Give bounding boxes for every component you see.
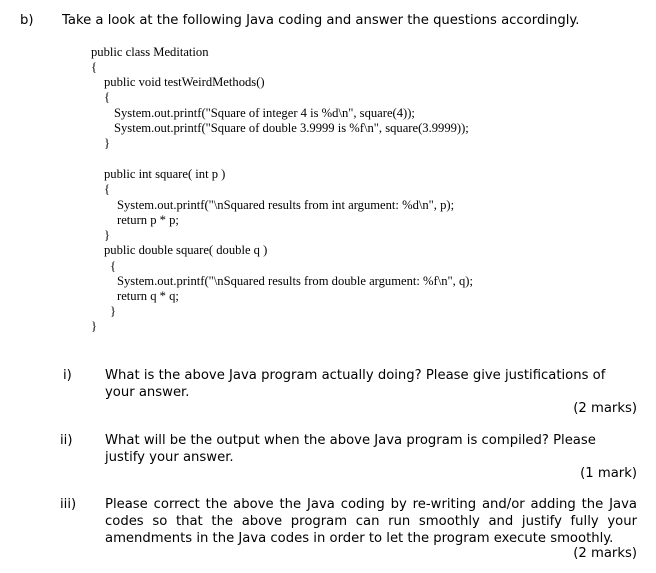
code-line: {: [104, 90, 111, 104]
code-line: System.out.printf("\nSquared results from int argument: %d\n", p);: [117, 198, 455, 212]
code-line: {: [104, 182, 111, 196]
code-line: }: [104, 228, 111, 242]
question-text: What is the above Java program actually doing? Please give justifications of your answer.: [105, 368, 606, 400]
code-line: {: [91, 60, 98, 74]
question-marks: (2 marks): [573, 546, 637, 561]
code-line: System.out.printf("\nSquared results from double argument: %f\n", q);: [117, 274, 473, 288]
code-line: public class Meditation: [91, 45, 209, 59]
code-line: public int square( int p ): [104, 167, 226, 181]
code-line: }: [104, 136, 111, 150]
question-text: Please correct the above the Java coding by re-writing and/or adding the Java codes so that the above program can run smoothly and justify fully your amendments in the Java codes in order to let the program execute smoothly.: [105, 497, 637, 546]
question-label: i): [63, 368, 72, 383]
code-line: public double square( double q ): [104, 243, 268, 257]
question-marks: (2 marks): [573, 401, 637, 416]
code-line: return p * p;: [117, 213, 179, 227]
code-line: System.out.printf("Square of integer 4 is %d\n", square(4));: [114, 106, 415, 120]
code-line: {: [110, 259, 117, 273]
code-line: return q * q;: [117, 289, 179, 303]
question-label: iii): [60, 497, 77, 512]
code-line: }: [110, 304, 117, 318]
code-line: System.out.printf("Square of double 3.9999 is %f\n", square(3.9999));: [114, 121, 469, 135]
question-marks: (1 mark): [580, 466, 637, 481]
section-label: b): [20, 13, 34, 28]
question-text: What will be the output when the above Java program is compiled? Please justify your answer.: [105, 433, 596, 465]
code-line: public void testWeirdMethods(): [104, 75, 265, 89]
section-instruction: Take a look at the following Java coding and answer the questions accordingly.: [62, 13, 580, 28]
code-line: }: [91, 319, 98, 333]
question-label: ii): [60, 433, 73, 448]
